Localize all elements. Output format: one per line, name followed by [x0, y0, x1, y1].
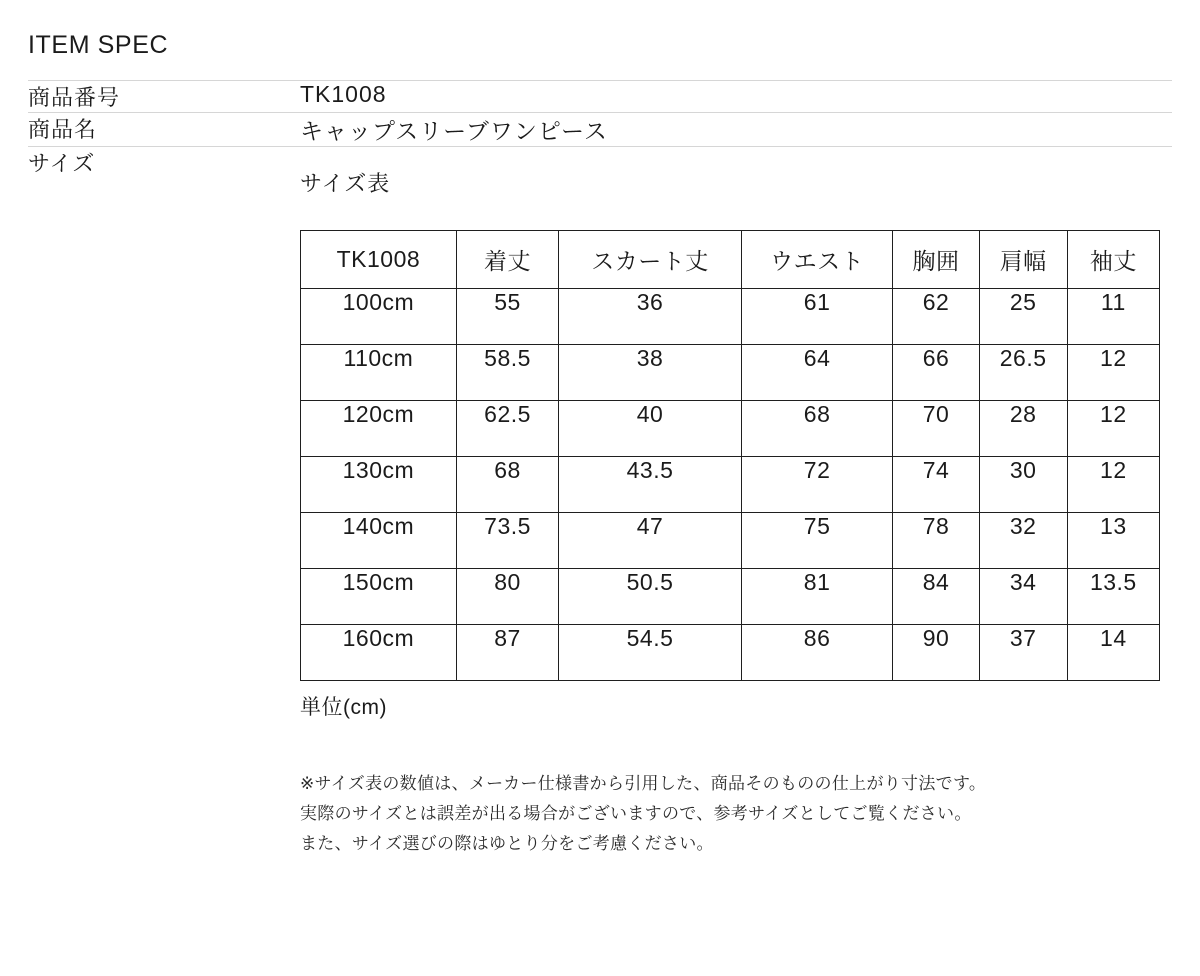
cell-skirt-length: 43.5 — [559, 457, 741, 513]
column-header-waist: ウエスト — [741, 231, 893, 289]
column-header-sleeve-length: 袖丈 — [1067, 231, 1159, 289]
cell-sleeve-length: 12 — [1067, 401, 1159, 457]
cell-waist: 64 — [741, 345, 893, 401]
cell-size: 160cm — [301, 625, 457, 681]
size-note-line-2: 実際のサイズとは誤差が出る場合がございますので、参考サイズとしてご覧ください。 — [300, 803, 972, 823]
cell-dress-length: 73.5 — [456, 513, 559, 569]
cell-bust: 70 — [893, 401, 979, 457]
size-chart-caption: サイズ表 — [300, 171, 391, 196]
spec-label-item-number: 商品番号 — [28, 85, 121, 110]
size-chart-header-row — [301, 231, 1160, 289]
cell-dress-length: 80 — [456, 569, 559, 625]
cell-waist: 61 — [741, 289, 893, 345]
size-note-line-1: ※サイズ表の数値は、メーカー仕様書から引用した、商品そのものの仕上がり寸法です。 — [300, 774, 987, 793]
spec-row-size — [28, 147, 1172, 871]
cell-dress-length: 87 — [456, 625, 559, 681]
cell-bust: 62 — [893, 289, 979, 345]
spec-value-item-number: TK1008 — [300, 81, 387, 107]
cell-sleeve-length: 13 — [1067, 513, 1159, 569]
cell-shoulder: 30 — [979, 457, 1067, 513]
table-row — [301, 569, 1160, 625]
spec-label-item-name: 商品名 — [28, 117, 98, 142]
table-row — [301, 513, 1160, 569]
cell-bust: 90 — [893, 625, 979, 681]
size-chart-block — [300, 147, 1172, 870]
table-row — [301, 401, 1160, 457]
cell-bust: 66 — [893, 345, 979, 401]
spec-row-item-name — [28, 113, 1172, 147]
spec-row-item-number — [28, 81, 1172, 113]
column-header-skirt-length: スカート丈 — [559, 231, 741, 289]
cell-bust: 78 — [893, 513, 979, 569]
column-header-bust: 胸囲 — [893, 231, 979, 289]
column-header-dress-length: 着丈 — [456, 231, 559, 289]
cell-shoulder: 28 — [979, 401, 1067, 457]
cell-bust: 84 — [893, 569, 979, 625]
cell-shoulder: 37 — [979, 625, 1067, 681]
size-chart-table — [300, 230, 1160, 681]
spec-label-size: サイズ — [28, 151, 96, 176]
cell-shoulder: 25 — [979, 289, 1067, 345]
cell-skirt-length: 40 — [559, 401, 741, 457]
cell-sleeve-length: 13.5 — [1067, 569, 1159, 625]
cell-size: 100cm — [301, 289, 457, 345]
spec-table — [28, 81, 1172, 870]
table-row — [301, 625, 1160, 681]
cell-size: 140cm — [301, 513, 457, 569]
unit-note: 単位(cm) — [300, 696, 387, 719]
cell-size: 120cm — [301, 401, 457, 457]
cell-sleeve-length: 12 — [1067, 457, 1159, 513]
cell-shoulder: 26.5 — [979, 345, 1067, 401]
cell-bust: 74 — [893, 457, 979, 513]
spec-value-item-name: キャップスリーブワンピース — [300, 118, 608, 144]
cell-size: 150cm — [301, 569, 457, 625]
cell-waist: 72 — [741, 457, 893, 513]
cell-skirt-length: 36 — [559, 289, 741, 345]
cell-shoulder: 34 — [979, 569, 1067, 625]
cell-size: 130cm — [301, 457, 457, 513]
cell-skirt-length: 47 — [559, 513, 741, 569]
cell-waist: 86 — [741, 625, 893, 681]
cell-skirt-length: 50.5 — [559, 569, 741, 625]
cell-waist: 68 — [741, 401, 893, 457]
size-note-line-3: また、サイズ選びの際はゆとり分をご考慮ください。 — [300, 833, 714, 853]
column-header-shoulder: 肩幅 — [979, 231, 1067, 289]
cell-sleeve-length: 11 — [1067, 289, 1159, 345]
cell-waist: 75 — [741, 513, 893, 569]
table-row — [301, 289, 1160, 345]
size-notes — [300, 769, 1172, 858]
cell-waist: 81 — [741, 569, 893, 625]
cell-dress-length: 68 — [456, 457, 559, 513]
cell-sleeve-length: 14 — [1067, 625, 1159, 681]
table-row — [301, 457, 1160, 513]
cell-size: 110cm — [301, 345, 457, 401]
cell-dress-length: 62.5 — [456, 401, 559, 457]
cell-shoulder: 32 — [979, 513, 1067, 569]
cell-dress-length: 55 — [456, 289, 559, 345]
cell-dress-length: 58.5 — [456, 345, 559, 401]
page-title: ITEM SPEC — [28, 31, 169, 59]
table-row — [301, 345, 1160, 401]
cell-skirt-length: 54.5 — [559, 625, 741, 681]
cell-skirt-length: 38 — [559, 345, 741, 401]
cell-sleeve-length: 12 — [1067, 345, 1159, 401]
column-header-model: TK1008 — [301, 231, 457, 289]
